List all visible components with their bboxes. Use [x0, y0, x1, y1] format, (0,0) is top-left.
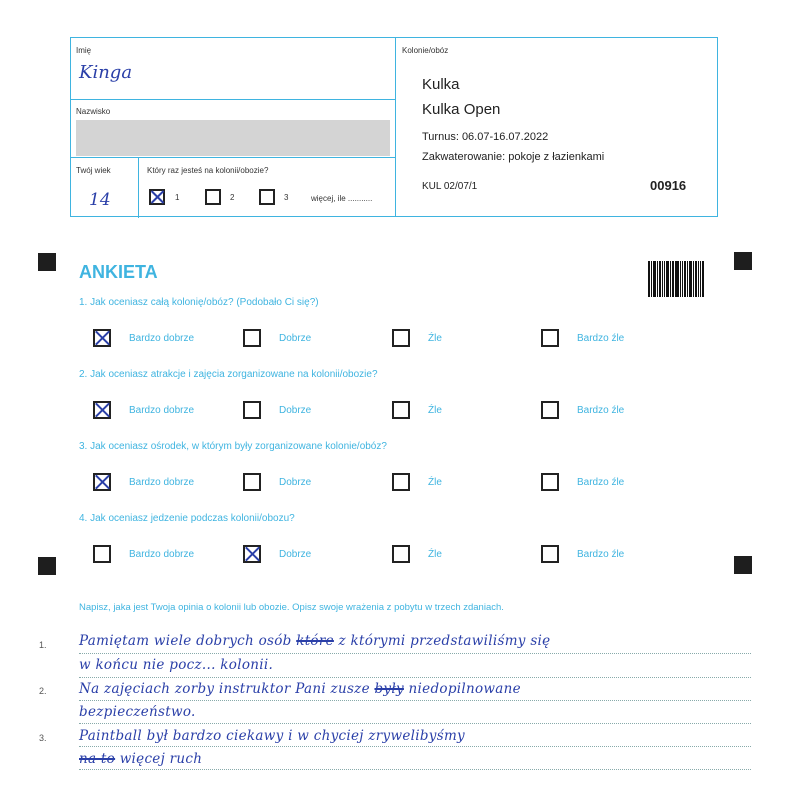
answer-line	[79, 722, 751, 724]
question-1: 1. Jak oceniasz całą kolonię/obóz? (Podobało Ci się?)	[79, 297, 319, 308]
answer-line	[79, 699, 751, 701]
name-label: Imię	[76, 46, 92, 55]
open-question-instruction: Napisz, jaka jest Twoja opinia o kolonii lub obozie. Opisz swoje wrażenia z pobytu w trzech zdaniach.	[79, 602, 504, 613]
q3-option-dobrze[interactable]: Dobrze	[243, 473, 311, 491]
answer-text[interactable]: w końcu nie pocz... kolonii.	[79, 657, 274, 673]
times-option-label: 2	[230, 193, 235, 202]
form-number: 00916	[650, 178, 687, 193]
question-2: 2. Jak oceniasz atrakcje i zajęcia zorganizowane na kolonii/obozie?	[79, 369, 378, 380]
question-3: 3. Jak oceniasz ośrodek, w którym były zorganizowane kolonie/obóz?	[79, 441, 387, 452]
divider	[395, 38, 396, 216]
answer-number: 3.	[39, 733, 47, 743]
q4-option-dobrze[interactable]: Dobrze	[243, 545, 311, 563]
camp-code: KUL 02/07/1	[422, 181, 478, 192]
registration-marker	[734, 556, 752, 574]
checkbox[interactable]	[541, 401, 559, 419]
checkbox[interactable]	[243, 401, 261, 419]
checkbox[interactable]	[541, 473, 559, 491]
q4-option-bardzo-zle[interactable]: Bardzo źle	[541, 545, 624, 563]
q2-option-zle[interactable]: Źle	[392, 401, 442, 419]
checkbox[interactable]	[541, 329, 559, 347]
answer-line	[79, 768, 751, 770]
checkbox-checked[interactable]	[93, 473, 111, 491]
q3-option-zle[interactable]: Źle	[392, 473, 442, 491]
answer-number: 1.	[39, 640, 47, 650]
divider	[138, 157, 139, 218]
question-4: 4. Jak oceniasz jedzenie podczas kolonii/obozu?	[79, 513, 295, 524]
accommodation: Zakwaterowanie: pokoje z łazienkami	[422, 151, 605, 163]
camp-label: Kolonie/obóz	[402, 46, 449, 55]
answer-text[interactable]: bezpieczeństwo.	[79, 704, 196, 720]
q1-option-dobrze[interactable]: Dobrze	[243, 329, 311, 347]
times-more-label[interactable]: więcej, ile ...........	[311, 194, 373, 203]
q3-option-bardzo-zle[interactable]: Bardzo źle	[541, 473, 624, 491]
surname-label: Nazwisko	[76, 107, 111, 116]
checkbox[interactable]	[392, 473, 410, 491]
registration-marker	[38, 557, 56, 575]
answer-number: 2.	[39, 686, 47, 696]
divider	[71, 157, 395, 158]
q2-option-bardzo-zle[interactable]: Bardzo źle	[541, 401, 624, 419]
checkbox-checked[interactable]	[93, 401, 111, 419]
checkbox[interactable]	[392, 545, 410, 563]
surname-field-redacted[interactable]	[76, 120, 390, 156]
q4-option-zle[interactable]: Źle	[392, 545, 442, 563]
checkbox-checked[interactable]	[93, 329, 111, 347]
times-option-label: 1	[175, 193, 180, 202]
answer-line	[79, 745, 751, 747]
header-box	[70, 37, 718, 217]
answer-line	[79, 652, 751, 654]
registration-marker	[734, 252, 752, 270]
age-label: Twój wiek	[76, 166, 111, 175]
times-checkbox-3[interactable]	[259, 189, 275, 205]
times-label: Który raz jesteś na kolonii/obozie?	[147, 166, 269, 175]
q4-option-bardzo-dobrze[interactable]: Bardzo dobrze	[93, 545, 194, 563]
q2-option-dobrze[interactable]: Dobrze	[243, 401, 311, 419]
registration-marker	[38, 253, 56, 271]
q1-option-bardzo-dobrze[interactable]: Bardzo dobrze	[93, 329, 194, 347]
checkbox[interactable]	[243, 473, 261, 491]
times-checkbox-2[interactable]	[205, 189, 221, 205]
q1-option-bardzo-zle[interactable]: Bardzo źle	[541, 329, 624, 347]
answer-text[interactable]: Paintball był bardzo ciekawy i w chyciej zrywelibyśmy	[79, 728, 465, 744]
age-field[interactable]: 14	[89, 190, 111, 210]
camp-name: Kulka	[422, 76, 460, 93]
camp-subname: Kulka Open	[422, 101, 501, 118]
times-checkbox-1[interactable]	[149, 189, 165, 205]
name-field[interactable]: Kinga	[79, 62, 133, 83]
checkbox[interactable]	[93, 545, 111, 563]
checkbox-checked[interactable]	[243, 545, 261, 563]
turnus-dates: Turnus: 06.07-16.07.2022	[422, 131, 549, 143]
barcode	[648, 261, 704, 297]
divider	[71, 99, 395, 100]
survey-title: ANKIETA	[79, 262, 158, 282]
q1-option-zle[interactable]: Źle	[392, 329, 442, 347]
answer-text[interactable]: na to więcej ruch	[79, 751, 203, 767]
checkbox[interactable]	[243, 329, 261, 347]
answer-text[interactable]: Pamiętam wiele dobrych osób które z którymi przedstawiliśmy się	[79, 633, 551, 649]
answer-text[interactable]: Na zajęciach zorby instruktor Pani zusze były niedopilnowane	[79, 681, 521, 697]
checkbox[interactable]	[392, 401, 410, 419]
q3-option-bardzo-dobrze[interactable]: Bardzo dobrze	[93, 473, 194, 491]
answer-line	[79, 676, 751, 678]
checkbox[interactable]	[541, 545, 559, 563]
q2-option-bardzo-dobrze[interactable]: Bardzo dobrze	[93, 401, 194, 419]
times-option-label: 3	[284, 193, 289, 202]
checkbox[interactable]	[392, 329, 410, 347]
